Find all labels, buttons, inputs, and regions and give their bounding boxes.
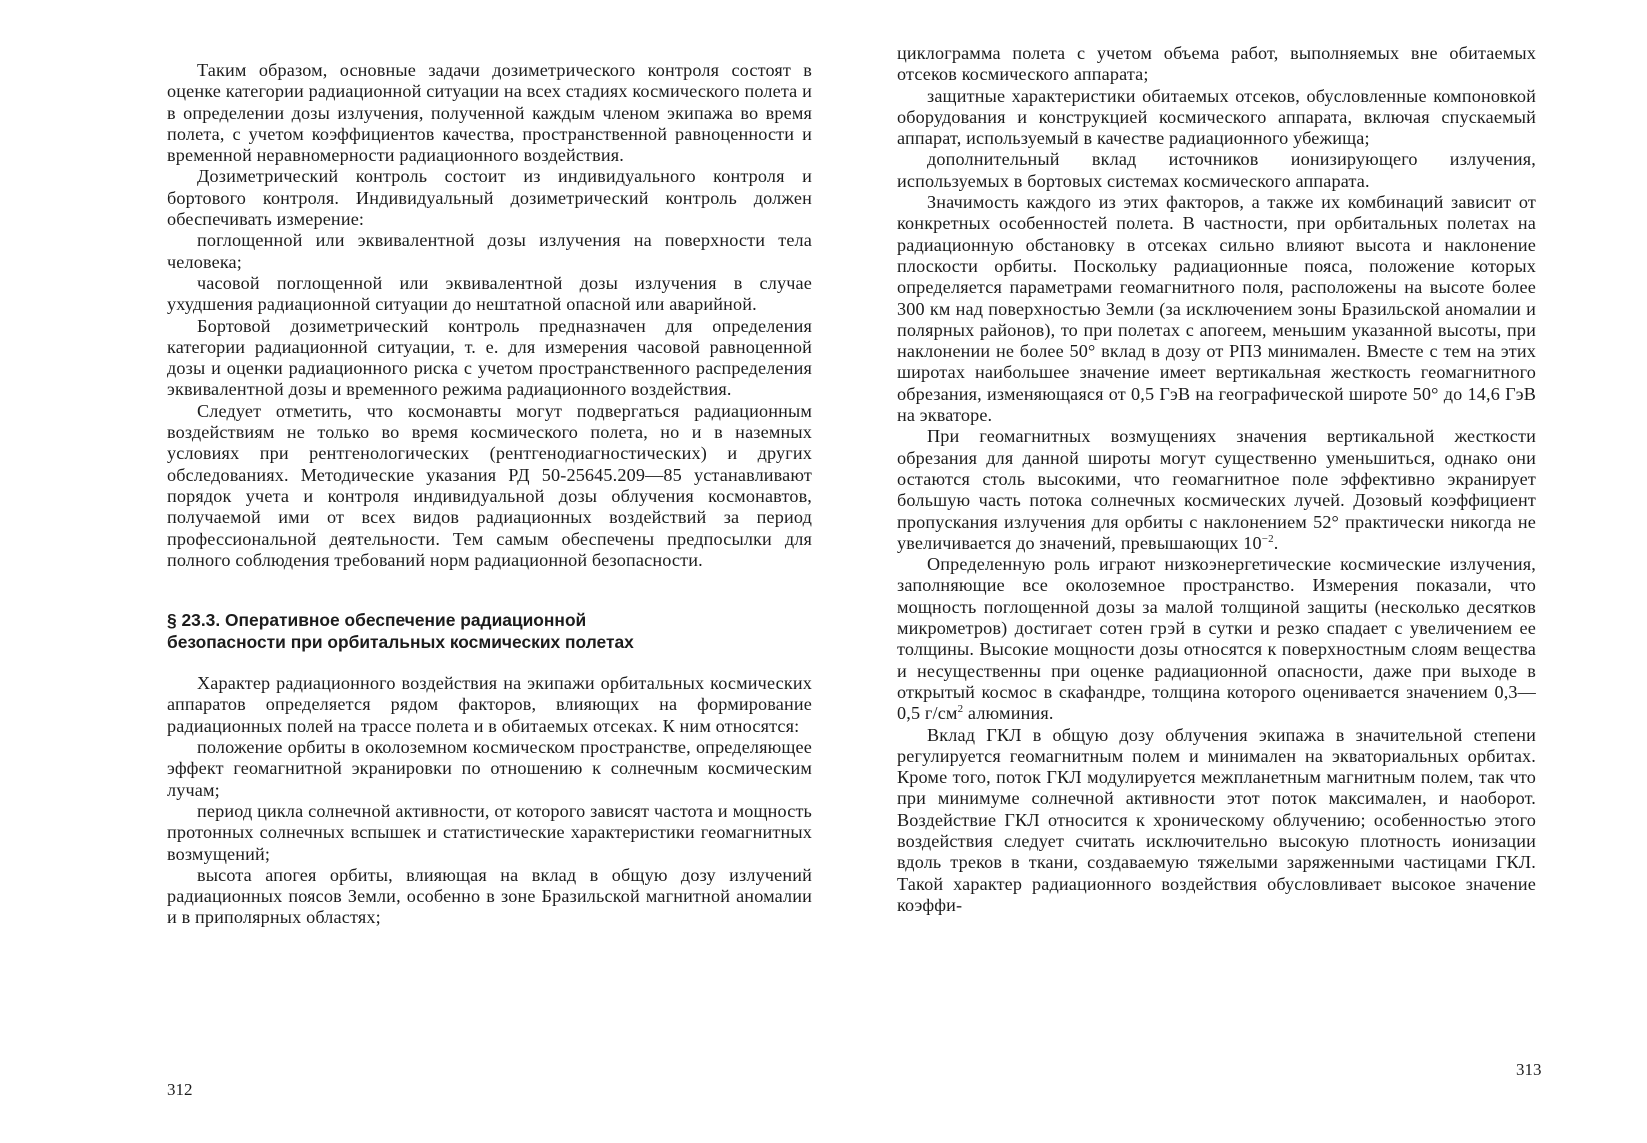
paragraph: Дозиметрический контроль состоит из индивидуального контроля и бортового контроля. Индивидуальный дозиметрический контроль должен обеспечивать измерение: <box>167 166 812 230</box>
paragraph: Бортовой дозиметрический контроль предназначен для определения категории радиационной ситуации, т. е. для измерения часовой равноценной дозы и оценки радиационного риска с учетом пространственного распределения эквивалентной дозы и временного режима радиационного воздействия. <box>167 315 812 400</box>
list-item: поглощенной или эквивалентной дозы излучения на поверхности тела человека; <box>167 230 812 272</box>
list-item: циклограмма полета с учетом объема работ, выполняемых вне обитаемых отсеков космического аппарата; <box>897 43 1536 85</box>
page-number: 313 <box>1516 1060 1542 1079</box>
paragraph: Таким образом, основные задачи дозиметрического контроля состоят в оценке категории радиационной ситуации на всех стадиях космического полета и в определении дозы излучения, полученной каждым членом экипажа во время полета, с учетом коэффициентов качества, пространственной равноценности и временной неравномерности радиационного воздействия. <box>167 60 812 166</box>
paragraph-text: алюминия. <box>963 703 1054 724</box>
page-number: 312 <box>167 1080 193 1099</box>
superscript: −2 <box>1261 532 1274 545</box>
paragraph: Вклад ГКЛ в общую дозу облучения экипажа в значительной степени регулируется геомагнитным полем и минимален на экваториальных орбитах. Кроме того, поток ГКЛ модулируется межпланетным магнитным полем, так что при минимуме солнечной активности этот поток максимален, и наоборот. Воздействие ГКЛ относится к хроническому облучению; особенностью этого воздействия следует считать исключительно высокую плотность ионизации вдоль треков в ткани, создаваемую тяжелыми заряженными частицами ГКЛ. Такой характер радиационного воздействия обусловливает высокое значение коэффи- <box>897 724 1536 915</box>
paragraph <box>897 426 1536 554</box>
paragraph-text: Определенную роль играют низкоэнергетические космические излучения, заполняющие все околоземное пространство. Измерения показали, что мощность поглощенной дозы за малой толщиной защиты (несколько десятков микрометров) достигает сотен грэй в сутки и резко спадает с увеличением ее толщины. Высокие мощности дозы относятся к поверхностным слоям вещества и несущественны при оценке радиационной опасности, даже при выходе в открытый космос в скафандре, толщина которого оценивается значением 0,3—0,5 г/см <box>897 554 1536 724</box>
superscript: 2 <box>957 703 964 716</box>
left-page <box>0 0 823 1143</box>
paragraph: Следует отметить, что космонавты могут подвергаться радиационным воздействиям не только во время космического полета, но и в наземных условиях при рентгенологических (рентгенодиагностических) и других обследованиях. Методические указания РД 50-25645.209—85 устанавливают порядок учета и контроля индивидуальной дозы облучения космонавтов, получаемой ими от всех видов радиационных воздействий за период профессиональной деятельности. Тем самым обеспечены предпосылки для полного соблюдения требований норм радиационной безопасности. <box>167 400 812 570</box>
paragraph <box>897 554 1536 724</box>
list-item: период цикла солнечной активности, от которого зависят частота и мощность протонных солнечных вспышек и статистические характеристики геомагнитных возмущений; <box>167 800 812 864</box>
list-item: высота апогея орбиты, влияющая на вклад в общую дозу излучений радиационных поясов Земли, особенно в зоне Бразильской магнитной аномалии и в приполярных областях; <box>167 864 812 928</box>
list-item: дополнительный вклад источников ионизирующего излучения, используемых в бортовых системах космического аппарата. <box>897 149 1536 191</box>
right-page <box>823 0 1647 1143</box>
paragraph: Характер радиационного воздействия на экипажи орбитальных космических аппаратов определяется рядом факторов, влияющих на формирование радиационных полей на трассе полета и в обитаемых отсеках. К ним относятся: <box>167 673 812 736</box>
paragraph-text: При геомагнитных возмущениях значения вертикальной жесткости обрезания для данной широты могут существенно уменьшиться, однако они остаются столь высокими, что геомагнитное поле эффективно экранирует большую часть потока солнечных космических лучей. Дозовый коэффициент пропускания излучения для орбиты с наклонением 52° практически никогда не увеличивается до значений, превышающих 10 <box>897 426 1536 553</box>
list-item: часовой поглощенной или эквивалентной дозы излучения в случае ухудшения радиационной ситуации до нештатной опасной или аварийной. <box>167 272 812 315</box>
section-heading-line: безопасности при орбитальных космических полетах <box>167 632 634 653</box>
paragraph-text: . <box>1273 532 1279 553</box>
list-item: положение орбиты в околоземном космическом пространстве, определяющее эффект геомагнитной экранировки по отношению к солнечным космическим лучам; <box>167 737 812 800</box>
section-heading <box>167 609 812 653</box>
paragraph: Значимость каждого из этих факторов, а также их комбинаций зависит от конкретных особенностей полета. В частности, при орбитальных полетах на радиационную обстановку в отсеках сильно влияют высота и наклонение плоскости орбиты. Поскольку радиационные пояса, положение которых определяется параметрами геомагнитного поля, расположены на высоте более 300 км над поверхностью Земли (за исключением зоны Бразильской аномалии и полярных районов), то при полетах с апогеем, меньшим указанной высоты, при наклонении не более 50° вклад в дозу от РПЗ минимален. Вместе с тем на этих широтах наибольшее значение имеет вертикальная жесткость геомагнитного обрезания, изменяющаяся от 0,5 ГэВ на географической широте 50° до 14,6 ГэВ на экваторе. <box>897 192 1536 426</box>
section-heading-line: § 23.3. Оперативное обеспечение радиационной <box>167 610 587 631</box>
list-item: защитные характеристики обитаемых отсеков, обусловленные компоновкой оборудования и конструкцией космического аппарата, включая спускаемый аппарат, используемый в качестве радиационного убежища; <box>897 85 1536 149</box>
right-text-column <box>897 43 1536 916</box>
left-text-column <box>167 60 812 929</box>
